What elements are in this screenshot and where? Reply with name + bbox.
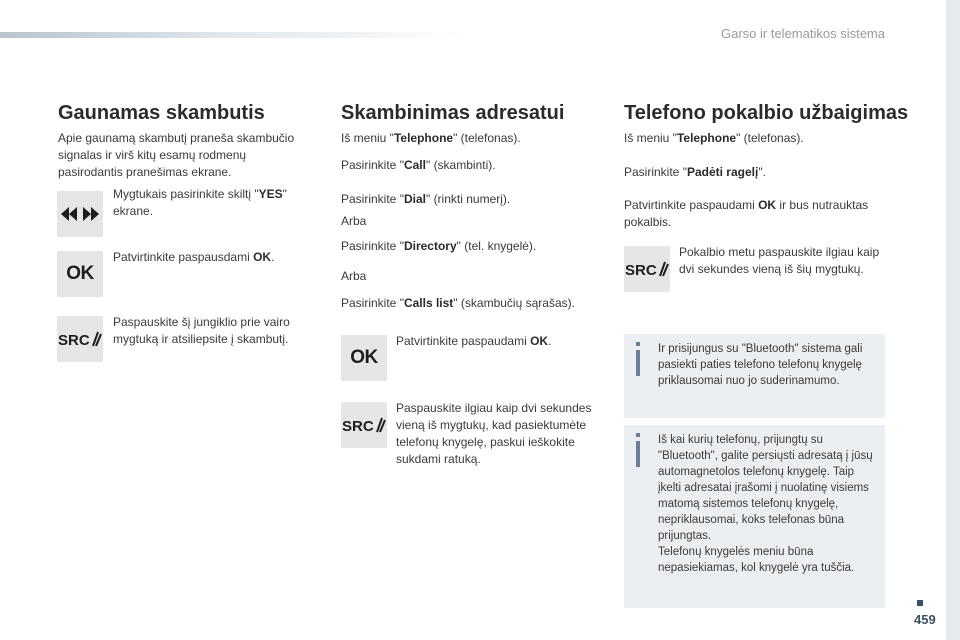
page-marker — [917, 600, 923, 606]
page-number: 459 — [914, 612, 936, 627]
info-text-1: Ir prisijungus su "Bluetooth" sistema gali pasiekti paties telefono telefonų knygelę priklausomai nuo jo suderinamumo. — [658, 343, 863, 387]
src-steering-button-icon — [57, 316, 103, 362]
call-select-dial: Pasirinkite "Dial" (rinkti numerį). — [341, 192, 511, 206]
call-step-src: Paspauskite ilgiau kaip dvi sekundes vieną iš mygtukų, kad pasiektumėte telefonų knygelę, paskui ieškokite sukdami ratuką. — [396, 401, 592, 466]
call-step-ok: Patvirtinkite paspaudami OK. — [396, 334, 552, 348]
section-title-end-call: Telefono pokalbio užbaigimas — [624, 102, 909, 124]
call-or-1: Arba — [341, 214, 367, 228]
info-icon — [636, 342, 640, 346]
end-confirm-ok: Patvirtinkite paspaudami OK ir bus nutrauktas pokalbis. — [624, 198, 869, 229]
end-menu-telephone: Iš meniu "Telephone" (telefonas). — [624, 131, 804, 145]
ok-button-icon: OK — [341, 335, 387, 381]
call-select-calls-list: Pasirinkite "Calls list" (skambučių sąrašas). — [341, 296, 575, 310]
svg-text:SRC: SRC — [625, 262, 657, 278]
svg-text:SRC: SRC — [58, 332, 90, 348]
incoming-step-ok: Patvirtinkite paspausdami OK. — [113, 250, 275, 264]
info-text-2: Iš kai kurių telefonų, prijungtų su "Bluetooth", galite persiųsti adresatą į jūsų automagnetolos telefonų knygelę. Taip įkelti adresatai įrašomi į nuolatinę visiems matomą sistemos telefonų knygelę, nepriklausomai, koks telefonas būna prijungtas. Telefonų knygelės meniu būna nepasiekiamas, kol knygelė yra tuščia. — [658, 434, 873, 574]
arrows-left-right-icon — [57, 191, 103, 237]
incoming-step-src: Paspauskite šį jungiklio prie vairo mygtuką ir atsiliepsite į skambutį. — [113, 315, 290, 346]
incoming-call-intro: Apie gaunamą skambutį praneša skambučio signalas ir virš kitų esamų rodmenų pasirodantis pranešimas ekrane. — [58, 131, 295, 179]
src-steering-button-icon — [624, 246, 670, 292]
call-select-directory: Pasirinkite "Directory" (tel. knygelė). — [341, 239, 537, 253]
section-title-incoming-call: Gaunamas skambutis — [58, 102, 265, 124]
running-header: Garso ir telematikos sistema — [721, 26, 885, 41]
ok-button-icon: OK — [57, 251, 103, 297]
header-rule — [0, 32, 470, 38]
end-step-src: Pokalbio metu paspauskite ilgiau kaip dvi sekundes vieną iš šių mygtukų. — [679, 245, 880, 276]
call-or-2: Arba — [341, 269, 367, 283]
info-box-bluetooth-phonebook — [624, 334, 885, 418]
call-menu-telephone: Iš meniu "Telephone" (telefonas). — [341, 131, 521, 145]
svg-text:SRC: SRC — [342, 418, 374, 434]
info-box-transfer-contacts — [624, 425, 885, 608]
call-select-call: Pasirinkite "Call" (skambinti). — [341, 158, 496, 172]
src-steering-button-icon — [341, 402, 387, 448]
info-icon — [636, 433, 640, 437]
incoming-step-yes: Mygtukais pasirinkite skiltį "YES" ekrane. — [113, 187, 287, 218]
end-select-hang-up: Pasirinkite "Padėti ragelį". — [624, 165, 766, 179]
section-title-call-contact: Skambinimas adresatui — [341, 102, 565, 124]
page-edge-bar — [946, 0, 960, 640]
